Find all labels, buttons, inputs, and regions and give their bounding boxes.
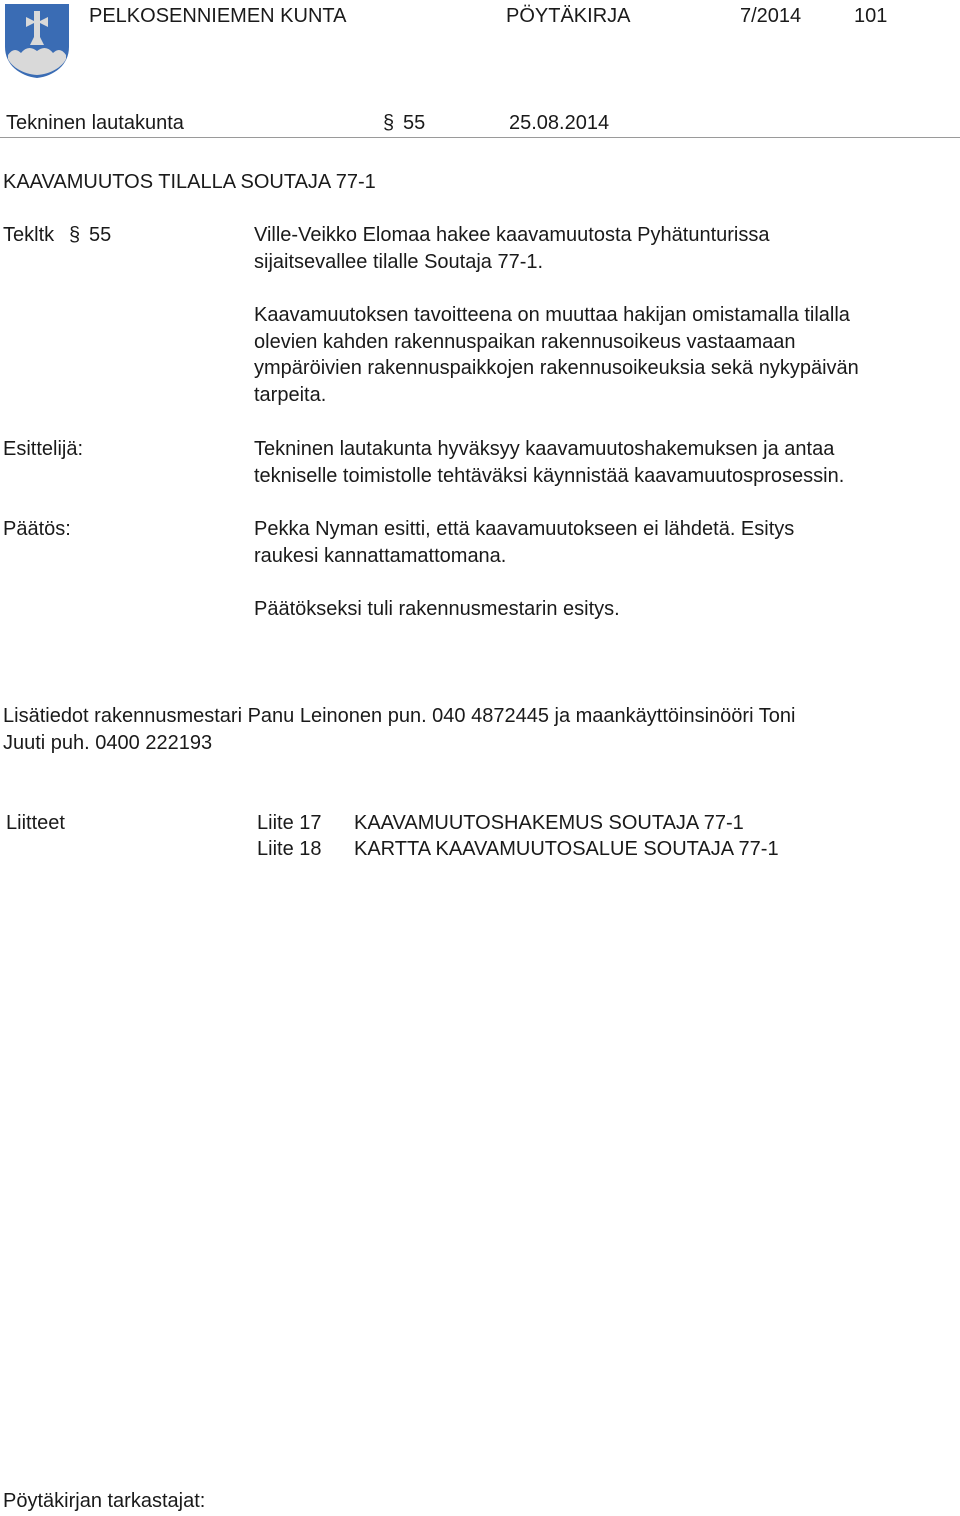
section-sign: § bbox=[383, 112, 395, 134]
decision-result: Päätökseksi tuli rakennusmestarin esitys. bbox=[254, 598, 620, 620]
item-title: KAAVAMUUTOS TILALLA SOUTAJA 77-1 bbox=[3, 171, 376, 193]
presenter-line: tekniselle toimistolle tehtäväksi käynnistää kaavamuutosprosessin. bbox=[254, 464, 845, 487]
municipality-name: PELKOSENNIEMEN KUNTA bbox=[89, 5, 347, 27]
decision-label: Päätös: bbox=[3, 518, 71, 540]
goal-paragraph bbox=[254, 302, 859, 408]
decision-line: Pekka Nyman esitti, että kaavamuutokseen ei lähdetä. Esitys bbox=[254, 518, 795, 540]
reviewers-label: Pöytäkirjan tarkastajat: bbox=[3, 1490, 206, 1512]
contact-line: Lisätiedot rakennusmestari Panu Leinonen pun. 040 4872445 ja maankäyttöinsinööri Toni bbox=[3, 705, 796, 727]
ref-section-sign: § bbox=[69, 224, 81, 246]
coat-of-arms-logo bbox=[4, 3, 70, 79]
decision-paragraph bbox=[254, 516, 794, 569]
page-number: 101 bbox=[854, 5, 888, 27]
attachment-description: KARTTA KAAVAMUUTOSALUE SOUTAJA 77-1 bbox=[354, 838, 779, 860]
section-number: 55 bbox=[403, 112, 426, 134]
goal-line: ympäröivien rakennuspaikkojen rakennusoikeuksia sekä nykypäivän bbox=[254, 357, 859, 379]
attachment-id: Liite 17 bbox=[257, 812, 322, 834]
document-type: PÖYTÄKIRJA bbox=[506, 5, 631, 27]
goal-line: olevien kahden rakennuspaikan rakennusoikeus vastaamaan bbox=[254, 330, 796, 353]
board-name: Tekninen lautakunta bbox=[6, 112, 184, 134]
presenter-paragraph bbox=[254, 436, 844, 489]
header-divider bbox=[0, 137, 960, 138]
attachment-id: Liite 18 bbox=[257, 838, 322, 860]
attachments-label: Liitteet bbox=[6, 812, 65, 834]
contact-paragraph bbox=[3, 703, 795, 756]
decision-line: raukesi kannattamattomana. bbox=[254, 544, 507, 567]
goal-line: tarpeita. bbox=[254, 383, 327, 406]
intro-line: sijaitsevallee tilalle Soutaja 77-1. bbox=[254, 250, 544, 273]
ref-number: 55 bbox=[89, 224, 112, 246]
meeting-date: 25.08.2014 bbox=[509, 112, 610, 134]
intro-line: Ville-Veikko Elomaa hakee kaavamuutosta Pyhätunturissa bbox=[254, 224, 770, 246]
issue-number: 7/2014 bbox=[740, 5, 802, 27]
ref-label: Tekltk bbox=[3, 224, 55, 246]
presenter-line: Tekninen lautakunta hyväksyy kaavamuutoshakemuksen ja antaa bbox=[254, 438, 835, 460]
contact-line: Juuti puh. 0400 222193 bbox=[3, 731, 213, 754]
intro-paragraph bbox=[254, 222, 769, 275]
goal-line: Kaavamuutoksen tavoitteena on muuttaa hakijan omistamalla tilalla bbox=[254, 304, 850, 326]
presenter-label: Esittelijä: bbox=[3, 438, 84, 460]
attachment-description: KAAVAMUUTOSHAKEMUS SOUTAJA 77-1 bbox=[354, 812, 744, 834]
